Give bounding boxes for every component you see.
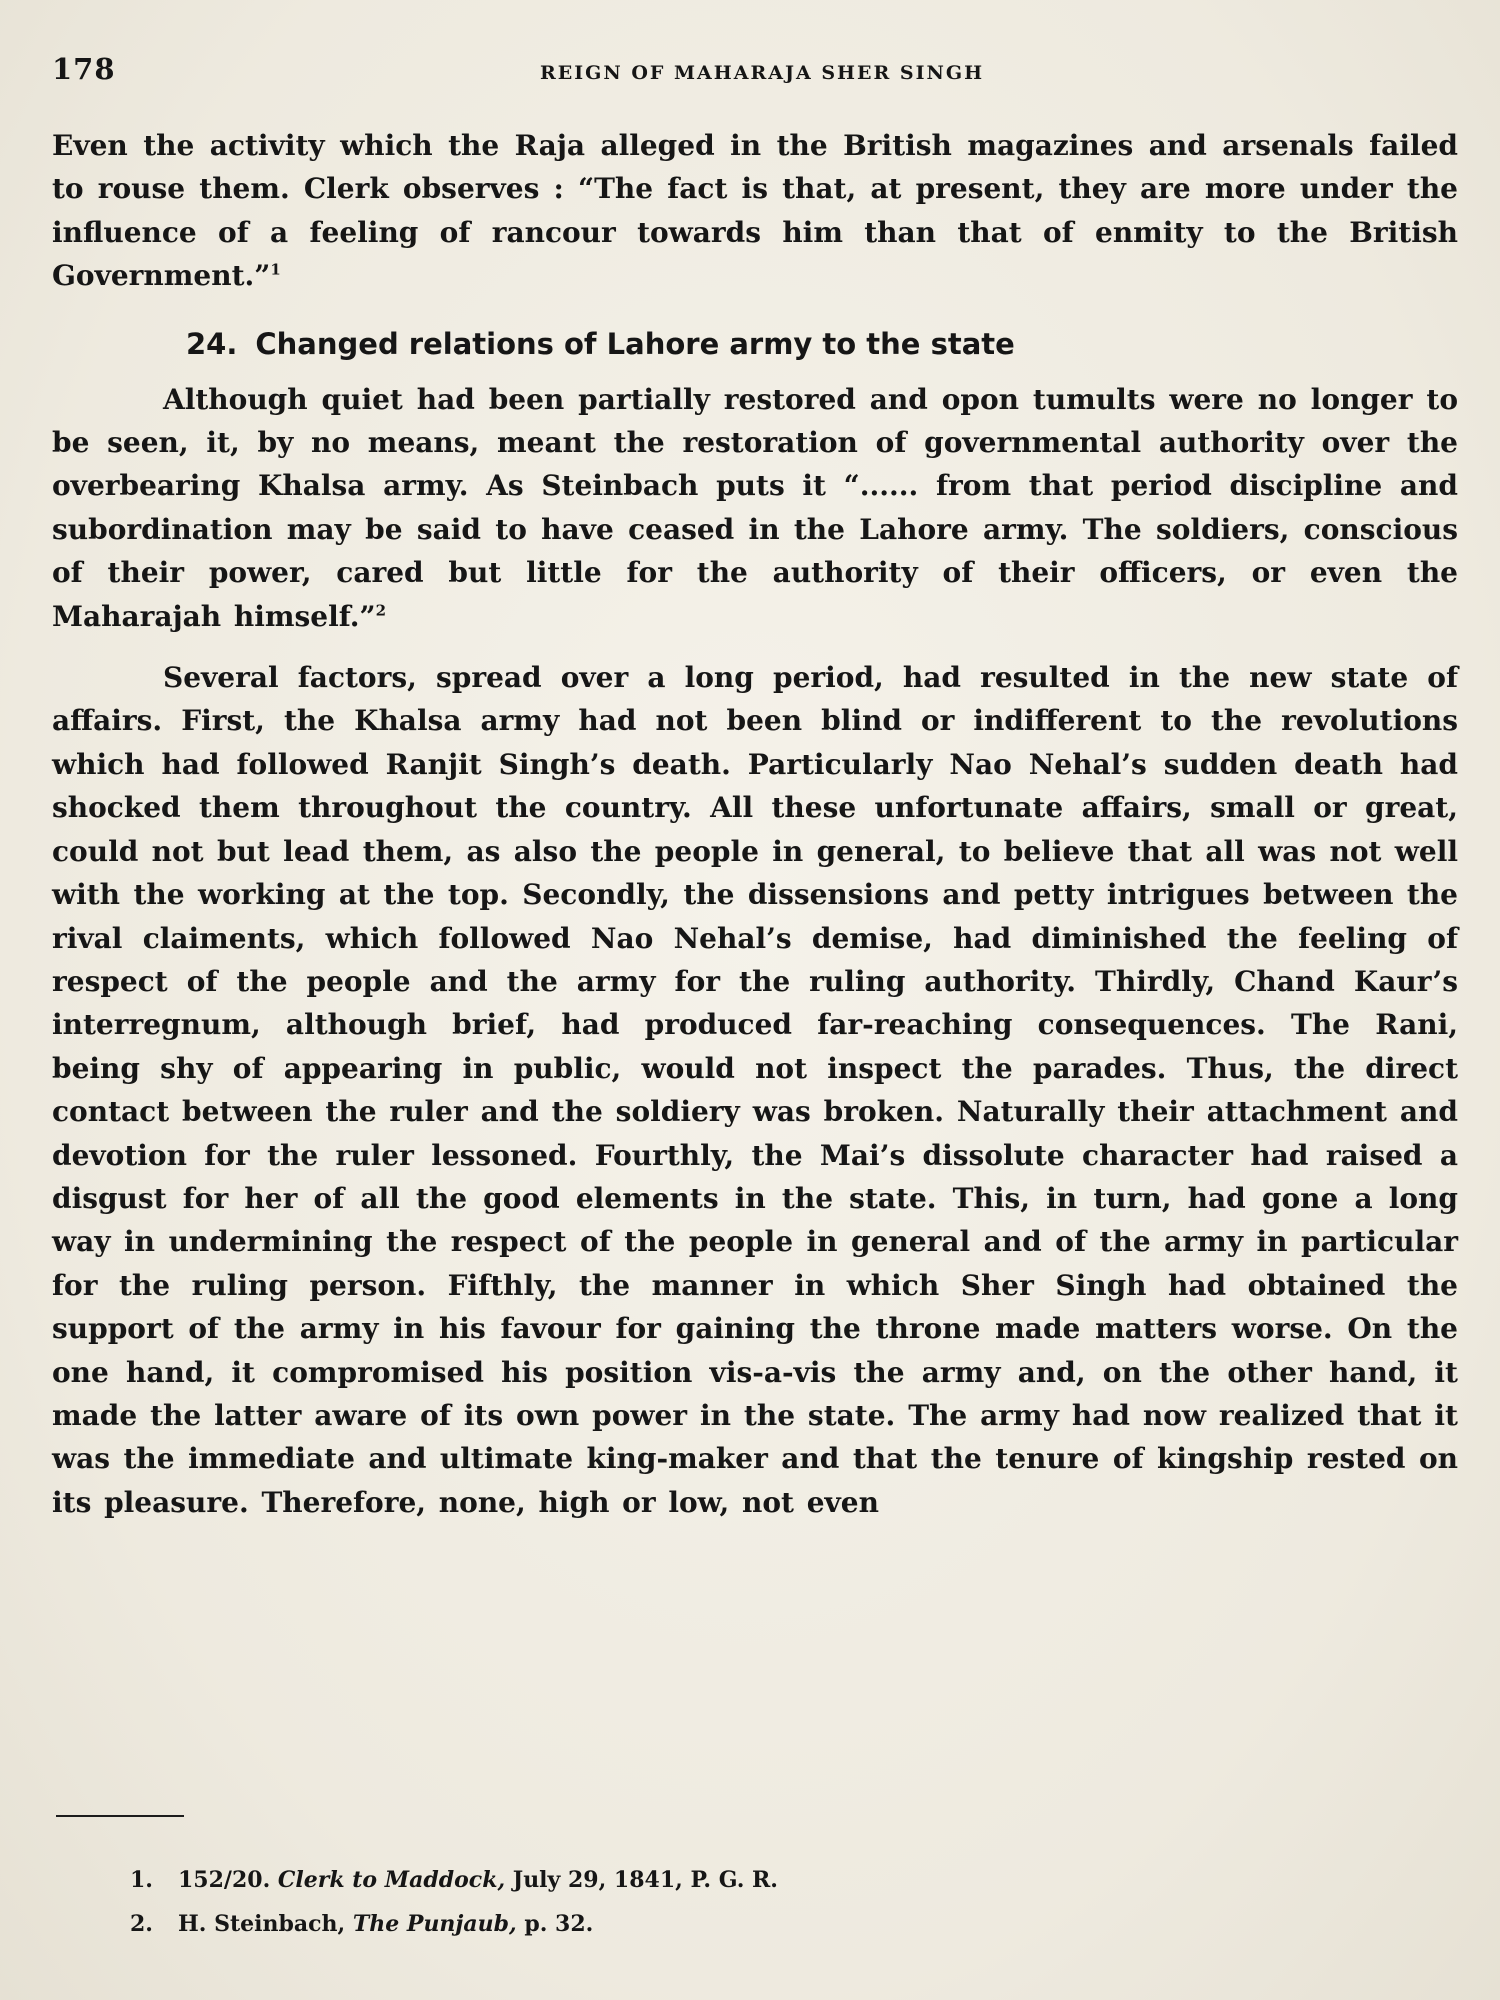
section-title: Changed relations of Lahore army to the state — [255, 326, 1015, 361]
footnote-title: Clerk to Maddock, — [277, 1867, 506, 1893]
footnote-ref-1: 1 — [270, 260, 281, 279]
footnote-2 — [130, 1902, 1330, 1946]
footnote-ref-2: 2 — [375, 601, 387, 620]
paragraph-gap — [52, 638, 1458, 656]
footnote-rest: p. 32. — [524, 1911, 594, 1937]
page-body — [52, 124, 1458, 1524]
paragraph-text: Although quiet had been partially restored and opon tumults were no longer to be seen, it, by no means, meant the restoration of governmental authority over the overbearing Khalsa army. As Steinbach puts it “...... from that period discipline and subordination may be said to have ceased in the Lahore army. The soldiers, conscious of their power, cared but little for the authority of their officers, or even the Maharajah himself.” — [52, 382, 1458, 633]
paragraph-text: Several factors, spread over a long period, had resulted in the new state of affairs. First, the Khalsa army had not been blind or indifferent to the revolutions which had followed Ranjit Singh’s death. Particularly Nao Nehal’s sudden death had shocked them throughout the country. All these unfortunate affairs, small or great, could not but lead them, as also the people in general, to believe that all was not well with the working at the top. Secondly, the dissensions and petty intrigues between the rival claiments, which followed Nao Nehal’s demise, had diminished the feeling of respect of the people and the army for the ruling authority. Thirdly, Chand Kaur’s interregnum, although brief, had produced far-reaching consequences. The Rani, being shy of appearing in public, would not inspect the parades. Thus, the direct contact between the ruler and the soldiery was broken. Naturally their attachment and devotion for the ruler lessoned. Fourthly, the Mai’s dissolute character had raised a disgust for her of all the good elements in the state. This, in turn, had gone a long way in undermining the respect of the people in general and of the army in particular for the ruling person. Fifthly, the manner in which Sher Singh had obtained the support of the army in his favour for gaining the throne made matters worse. On the one hand, it compromised his position vis-a-vis the army and, on the other hand, it made the latter aware of its own power in the state. The army had now realized that it was the immediate and ultimate king-maker and that the tenure of kingship rested on its pleasure. Therefore, none, high or low, not even — [52, 661, 1458, 1519]
page-header — [52, 52, 1452, 92]
section-heading — [52, 324, 1458, 364]
paragraph-continuation — [52, 124, 1458, 298]
section-number: 24. — [186, 326, 238, 361]
footnote-number: 2. — [130, 1911, 153, 1937]
paragraph-steinbach — [52, 378, 1458, 638]
footnote-ref: 152/20. — [178, 1867, 271, 1893]
footnote-number: 1. — [130, 1867, 153, 1893]
footnotes — [130, 1858, 1330, 1946]
footnote-title: The Punjaub, — [352, 1911, 517, 1937]
footnote-1 — [130, 1858, 1330, 1902]
footnote-ref: H. Steinbach, — [178, 1911, 346, 1937]
footnote-rest: July 29, 1841, P. G. R. — [512, 1867, 778, 1893]
paragraph-factors — [52, 656, 1458, 1524]
page-number: 178 — [52, 52, 116, 86]
footnote-divider — [56, 1815, 184, 1817]
running-head: REIGN OF MAHARAJA SHER SINGH — [539, 62, 985, 84]
paragraph-text: Even the activity which the Raja alleged in the British magazines and arsenals failed to rouse them. Clerk observes : “The fact is that, at present, they are more under the influence of a feeling of rancour towards him than that of enmity to the British Government.” — [52, 129, 1458, 293]
